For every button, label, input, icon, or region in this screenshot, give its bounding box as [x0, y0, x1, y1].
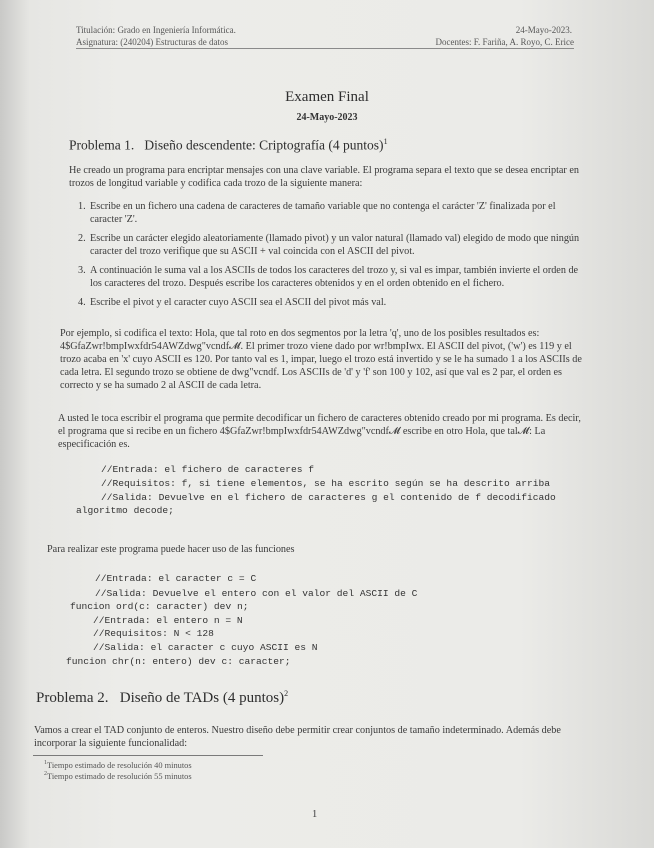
asignatura-value: (240204) Estructuras de datos — [120, 37, 228, 47]
problem2-footnote-mark: 2 — [284, 689, 289, 698]
step-text: A continuación le suma val a los ASCIIs de todos los caracteres del trozo y, si val es impar, también invierte el orden de los caracteres del trozo. Después escribe los caracteres obtenidos y en el orden obtenido en el fichero. — [90, 265, 579, 289]
spec-line: //Entrada: el fichero de caracteres f — [101, 464, 315, 475]
step-number: 4. — [78, 297, 86, 308]
footnote-text: Tiempo estimado de resolución 40 minutos — [47, 760, 192, 770]
function-line: //Entrada: el entero n = N — [93, 615, 243, 626]
exam-date: 24-Mayo-2023 — [296, 112, 358, 123]
step-number: 2. — [78, 233, 86, 244]
problem2-text: Vamos a crear el TAD conjunto de enteros. Nuestro diseño debe permitir crear conjuntos de tamaño indeterminado. Además debe incorporar la siguiente funcionalidad: — [34, 725, 561, 749]
exam-title: Examen Final — [285, 89, 369, 105]
footnote-text: Tiempo estimado de resolución 55 minutos — [47, 771, 192, 781]
problem1-footnote-mark: 1 — [383, 137, 388, 146]
problem1-heading — [69, 137, 388, 154]
header-docentes: Docentes: F. Fariña, A. Royo, C. Erice — [435, 37, 574, 47]
header-divider — [76, 48, 574, 49]
problem1-heading-text: Problema 1. Diseño descendente: Criptografía (4 puntos) — [69, 137, 384, 153]
titulacion-label: Titulación: — [76, 25, 116, 35]
spec-line: //Requisitos: f, si tiene elementos, se ha escrito según se ha descrito arriba — [101, 478, 551, 489]
list-item — [78, 200, 583, 226]
footnote-mark: 2 — [44, 771, 47, 777]
functions-intro: Para realizar este programa puede hacer uso de las funciones — [47, 544, 295, 555]
step-number: 3. — [78, 265, 86, 276]
page-number: 1 — [312, 809, 318, 820]
problem2-heading — [36, 689, 288, 707]
footnote-divider — [33, 755, 263, 756]
problem1-steps-list — [78, 200, 583, 309]
footnote — [44, 760, 192, 770]
footnote-mark: 1 — [44, 760, 47, 766]
list-item — [78, 232, 583, 258]
titulacion-value: Grado en Ingeniería Informática. — [117, 25, 236, 35]
function-line: //Entrada: el caracter c = C — [95, 573, 257, 584]
list-item — [78, 296, 583, 309]
function-line: //Salida: Devuelve el entero con el valor del ASCII de C — [95, 588, 418, 599]
footnote — [44, 771, 192, 781]
problem1-task: A usted le toca escribir el programa que permite decodificar un fichero de caracteres obtenido creado por mi programa. Es decir, el programa que si recibe en un fichero 4$GfaZwr!bmpIwxfdr54AWZdwg"vcndf𝓜 escribe en otro Hola, que tal𝓜: La especificación es. — [58, 413, 581, 450]
step-text: Escribe un carácter elegido aleatoriamente (llamado pivot) y un valor natural (llamado val) elegido de modo que ningún caracter del trozo verifique que su ASCII + val coincida con el ASCII del pivot. — [90, 233, 580, 257]
header-asignatura — [76, 37, 228, 47]
function-line: //Requisitos: N < 128 — [93, 628, 214, 639]
step-text: Escribe en un fichero una cadena de caracteres de tamaño variable que no contenga el carácter 'Z' finalizada por el caracter 'Z'. — [90, 201, 556, 225]
header-date: 24-Mayo-2023. — [515, 25, 572, 35]
function-line: //Salida: el caracter c cuyo ASCII es N — [93, 642, 318, 653]
spec-line: //Salida: Devuelve en el fichero de caracteres g el contenido de f decodificado — [101, 492, 556, 503]
problem1-intro: He creado un programa para encriptar mensajes con una clave variable. El programa separa el texto que se desea encriptar en trozos de longitud variable y codifica cada trozo de la siguiente manera: — [69, 165, 579, 189]
function-line: funcion ord(c: caracter) dev n; — [70, 601, 249, 612]
function-line: funcion chr(n: entero) dev c: caracter; — [66, 656, 291, 667]
step-number: 1. — [78, 201, 86, 212]
list-item — [78, 264, 583, 290]
spec-line: algoritmo decode; — [76, 505, 174, 516]
header-titulacion — [76, 25, 236, 35]
problem1-example: Por ejemplo, si codifica el texto: Hola, que tal roto en dos segmentos por la letra 'q', uno de los posibles resultados es: 4$GfaZwr!bmpIwxfdr54AWZdwg"vcndf𝓜. El primer trozo viene dado por wr!bmpIwx. El ASCII del pivot, ('w') es 119 y el trozo acaba en 'x' cuyo ASCII es 120. Por tanto val es 1, impar, luego el trozo está invertido y se le ha sumado 1 a los ASCIIs de cada letra. El segundo trozo se obtiene de dwg"vcndf. Los ASCIIs de 'd' y 'f' son 100 y 102, así que val es 2 par, el orden es correcto y se ha sumado 2 al ASCII de cada letra. — [60, 328, 582, 391]
asignatura-label: Asignatura: — [76, 37, 118, 47]
step-text: Escribe el pivot y el caracter cuyo ASCII sea el ASCII del pivot más val. — [90, 297, 387, 308]
problem2-heading-text: Problema 2. Diseño de TADs (4 puntos) — [36, 690, 285, 706]
